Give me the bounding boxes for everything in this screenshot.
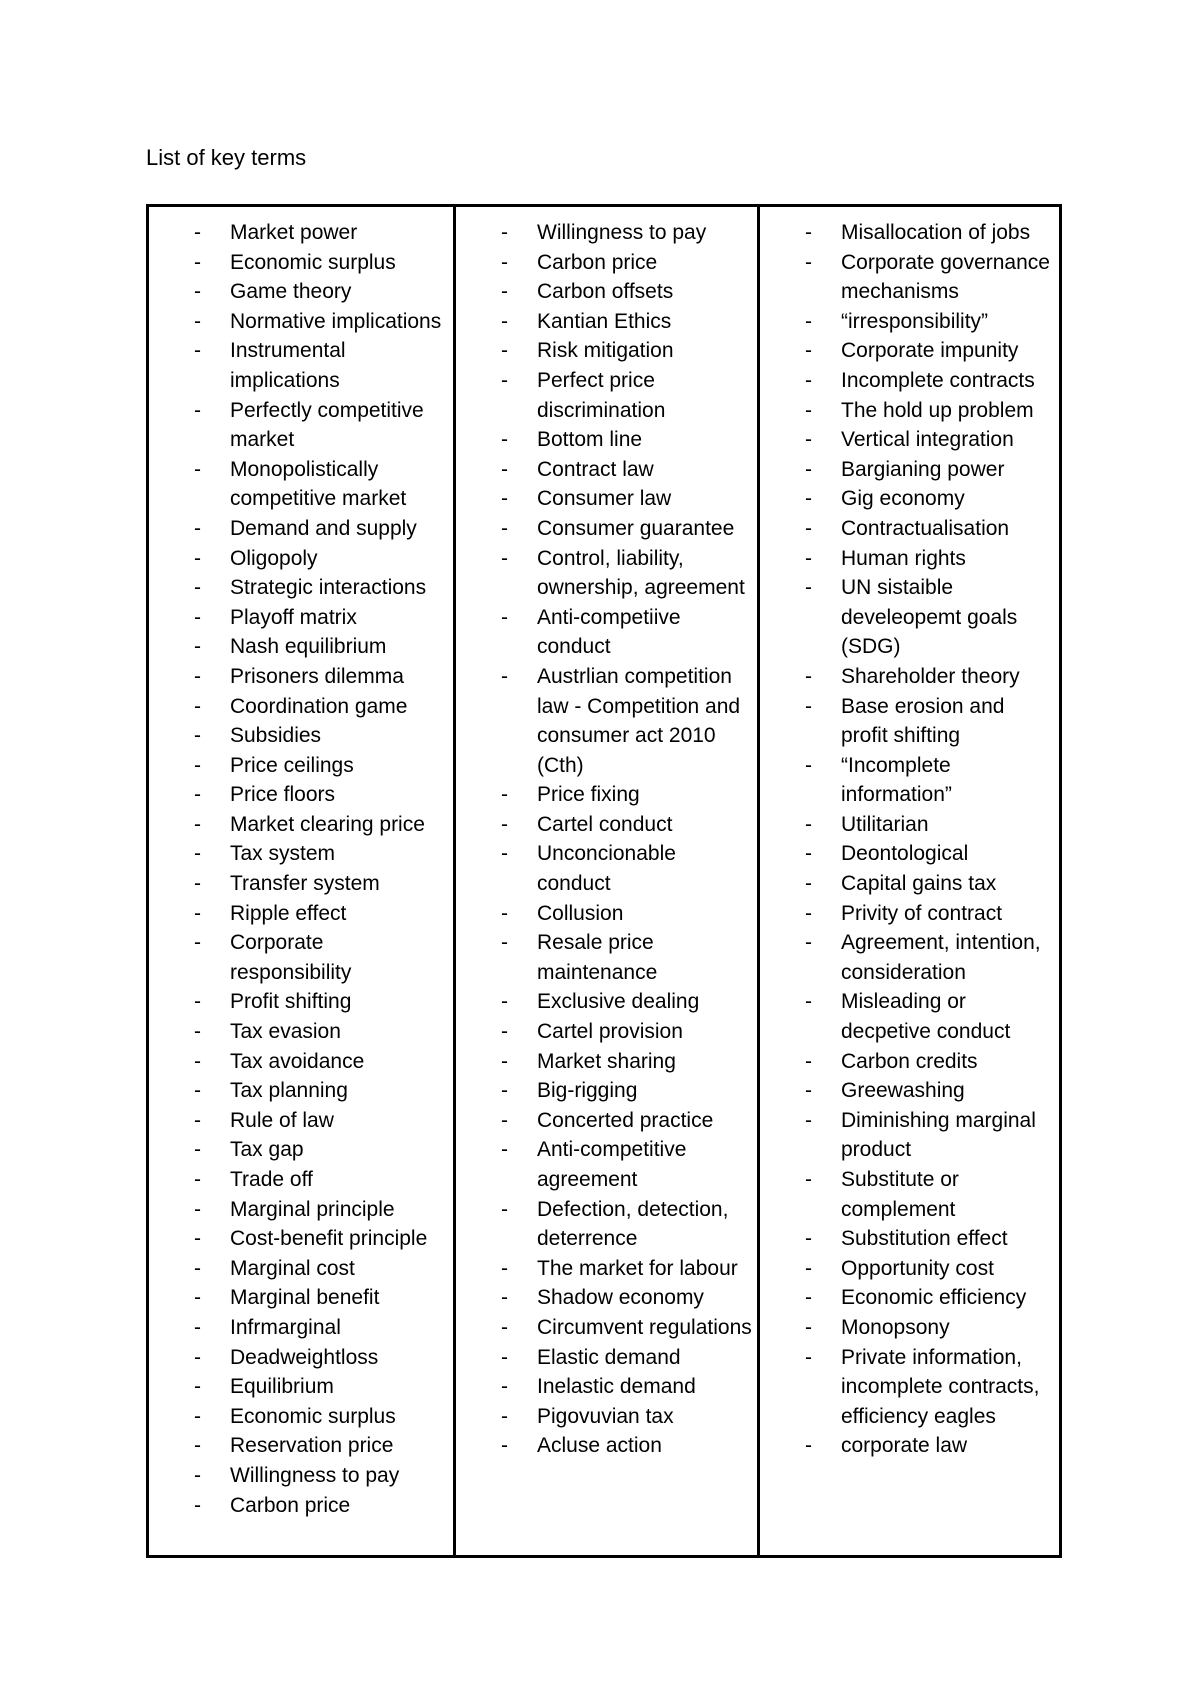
term-item: - Greewashing: [760, 1076, 1059, 1106]
term-item: - Marginal benefit: [149, 1283, 453, 1313]
term-item: - Acluse action: [456, 1431, 757, 1461]
term-item: - Rule of law: [149, 1106, 453, 1136]
term-item: - Inelastic demand: [456, 1372, 757, 1402]
term-item: - Willingness to pay: [149, 1461, 453, 1491]
term-item: - Willingness to pay: [456, 218, 757, 248]
key-terms-table: [146, 204, 1062, 1558]
term-item: - Privity of contract: [760, 899, 1059, 929]
term-item: - Transfer system: [149, 869, 453, 899]
term-item: - Economic surplus: [149, 1402, 453, 1432]
term-item: - Control, liability, ownership, agreement: [456, 544, 757, 603]
term-item: - Tax avoidance: [149, 1047, 453, 1077]
term-item: - The market for labour: [456, 1254, 757, 1284]
term-item: - Market clearing price: [149, 810, 453, 840]
term-item: - Prisoners dilemma: [149, 662, 453, 692]
term-item: - Contractualisation: [760, 514, 1059, 544]
term-item: - Market power: [149, 218, 453, 248]
term-item: - Kantian Ethics: [456, 307, 757, 337]
terms-column-3: [757, 207, 1059, 1555]
term-item: - Risk mitigation: [456, 336, 757, 366]
term-item: - Exclusive dealing: [456, 987, 757, 1017]
term-item: - Anti-competitive agreement: [456, 1135, 757, 1194]
term-item: - Nash equilibrium: [149, 632, 453, 662]
term-item: - Anti-competiive conduct: [456, 603, 757, 662]
term-item: - Infrmarginal: [149, 1313, 453, 1343]
term-item: - Unconcionable conduct: [456, 839, 757, 898]
term-item: - Corporate impunity: [760, 336, 1059, 366]
term-item: - Base erosion and profit shifting: [760, 692, 1059, 751]
term-item: - Carbon credits: [760, 1047, 1059, 1077]
term-item: - Collusion: [456, 899, 757, 929]
term-item: - Reservation price: [149, 1431, 453, 1461]
term-item: - Marginal principle: [149, 1195, 453, 1225]
term-item: - Tax evasion: [149, 1017, 453, 1047]
term-item: - Vertical integration: [760, 425, 1059, 455]
term-item: - Coordination game: [149, 692, 453, 722]
term-item: - Elastic demand: [456, 1343, 757, 1373]
term-item: - Shareholder theory: [760, 662, 1059, 692]
term-item: - Marginal cost: [149, 1254, 453, 1284]
term-item: - Bottom line: [456, 425, 757, 455]
term-item: - Economic efficiency: [760, 1283, 1059, 1313]
term-item: - Economic surplus: [149, 248, 453, 278]
term-item: - Contract law: [456, 455, 757, 485]
term-item: - Austrlian competition law - Competition and consumer act 2010 (Cth): [456, 662, 757, 780]
term-item: - Consumer guarantee: [456, 514, 757, 544]
term-item: - Corporate governance mechanisms: [760, 248, 1059, 307]
term-item: - Price floors: [149, 780, 453, 810]
term-item: - Corporate responsibility: [149, 928, 453, 987]
term-item: - Defection, detection, deterrence: [456, 1195, 757, 1254]
term-item: - Subsidies: [149, 721, 453, 751]
term-item: - Capital gains tax: [760, 869, 1059, 899]
term-item: - Demand and supply: [149, 514, 453, 544]
term-item: - Equilibrium: [149, 1372, 453, 1402]
term-item: - Pigovuvian tax: [456, 1402, 757, 1432]
term-item: - The hold up problem: [760, 396, 1059, 426]
term-item: - Big-rigging: [456, 1076, 757, 1106]
term-item: - Misallocation of jobs: [760, 218, 1059, 248]
term-item: - Price ceilings: [149, 751, 453, 781]
term-item: - Deontological: [760, 839, 1059, 869]
term-item: - Cartel provision: [456, 1017, 757, 1047]
term-item: - Carbon price: [149, 1491, 453, 1521]
terms-list-1: [149, 207, 453, 1520]
term-item: - “irresponsibility”: [760, 307, 1059, 337]
term-item: - Profit shifting: [149, 987, 453, 1017]
terms-column-2: [453, 207, 757, 1555]
term-item: - Playoff matrix: [149, 603, 453, 633]
term-item: - Substitute or complement: [760, 1165, 1059, 1224]
term-item: - Agreement, intention, consideration: [760, 928, 1059, 987]
term-item: - Resale price maintenance: [456, 928, 757, 987]
term-item: - Utilitarian: [760, 810, 1059, 840]
term-item: - Bargianing power: [760, 455, 1059, 485]
term-item: - Monopolistically competitive market: [149, 455, 453, 514]
term-item: - Game theory: [149, 277, 453, 307]
term-item: - Concerted practice: [456, 1106, 757, 1136]
term-item: - Gig economy: [760, 484, 1059, 514]
term-item: - Monopsony: [760, 1313, 1059, 1343]
term-item: - Tax system: [149, 839, 453, 869]
term-item: - Human rights: [760, 544, 1059, 574]
term-item: - Substitution effect: [760, 1224, 1059, 1254]
term-item: - Strategic interactions: [149, 573, 453, 603]
term-item: - Misleading or decpetive conduct: [760, 987, 1059, 1046]
term-item: - “Incomplete information”: [760, 751, 1059, 810]
term-item: - Shadow economy: [456, 1283, 757, 1313]
term-item: - Market sharing: [456, 1047, 757, 1077]
term-item: - Circumvent regulations: [456, 1313, 757, 1343]
term-item: - Deadweightloss: [149, 1343, 453, 1373]
term-item: - Perfectly competitive market: [149, 396, 453, 455]
term-item: - Instrumental implications: [149, 336, 453, 395]
term-item: - Tax gap: [149, 1135, 453, 1165]
term-item: - Oligopoly: [149, 544, 453, 574]
term-item: - Price fixing: [456, 780, 757, 810]
term-item: - corporate law: [760, 1431, 1059, 1461]
term-item: - Consumer law: [456, 484, 757, 514]
term-item: - Trade off: [149, 1165, 453, 1195]
terms-list-3: [760, 207, 1059, 1461]
term-item: - Perfect price discrimination: [456, 366, 757, 425]
term-item: - Carbon price: [456, 248, 757, 278]
term-item: - Normative implications: [149, 307, 453, 337]
term-item: - Private information, incomplete contracts, efficiency eagles: [760, 1343, 1059, 1432]
term-item: - Incomplete contracts: [760, 366, 1059, 396]
term-item: - Carbon offsets: [456, 277, 757, 307]
term-item: - Cost-benefit principle: [149, 1224, 453, 1254]
term-item: - Ripple effect: [149, 899, 453, 929]
terms-column-1: [149, 207, 453, 1555]
term-item: - Opportunity cost: [760, 1254, 1059, 1284]
term-item: - UN sistaible develeopemt goals (SDG): [760, 573, 1059, 662]
term-item: - Cartel conduct: [456, 810, 757, 840]
page-title: List of key terms: [146, 145, 307, 170]
terms-list-2: [456, 207, 757, 1461]
term-item: - Tax planning: [149, 1076, 453, 1106]
term-item: - Diminishing marginal product: [760, 1106, 1059, 1165]
